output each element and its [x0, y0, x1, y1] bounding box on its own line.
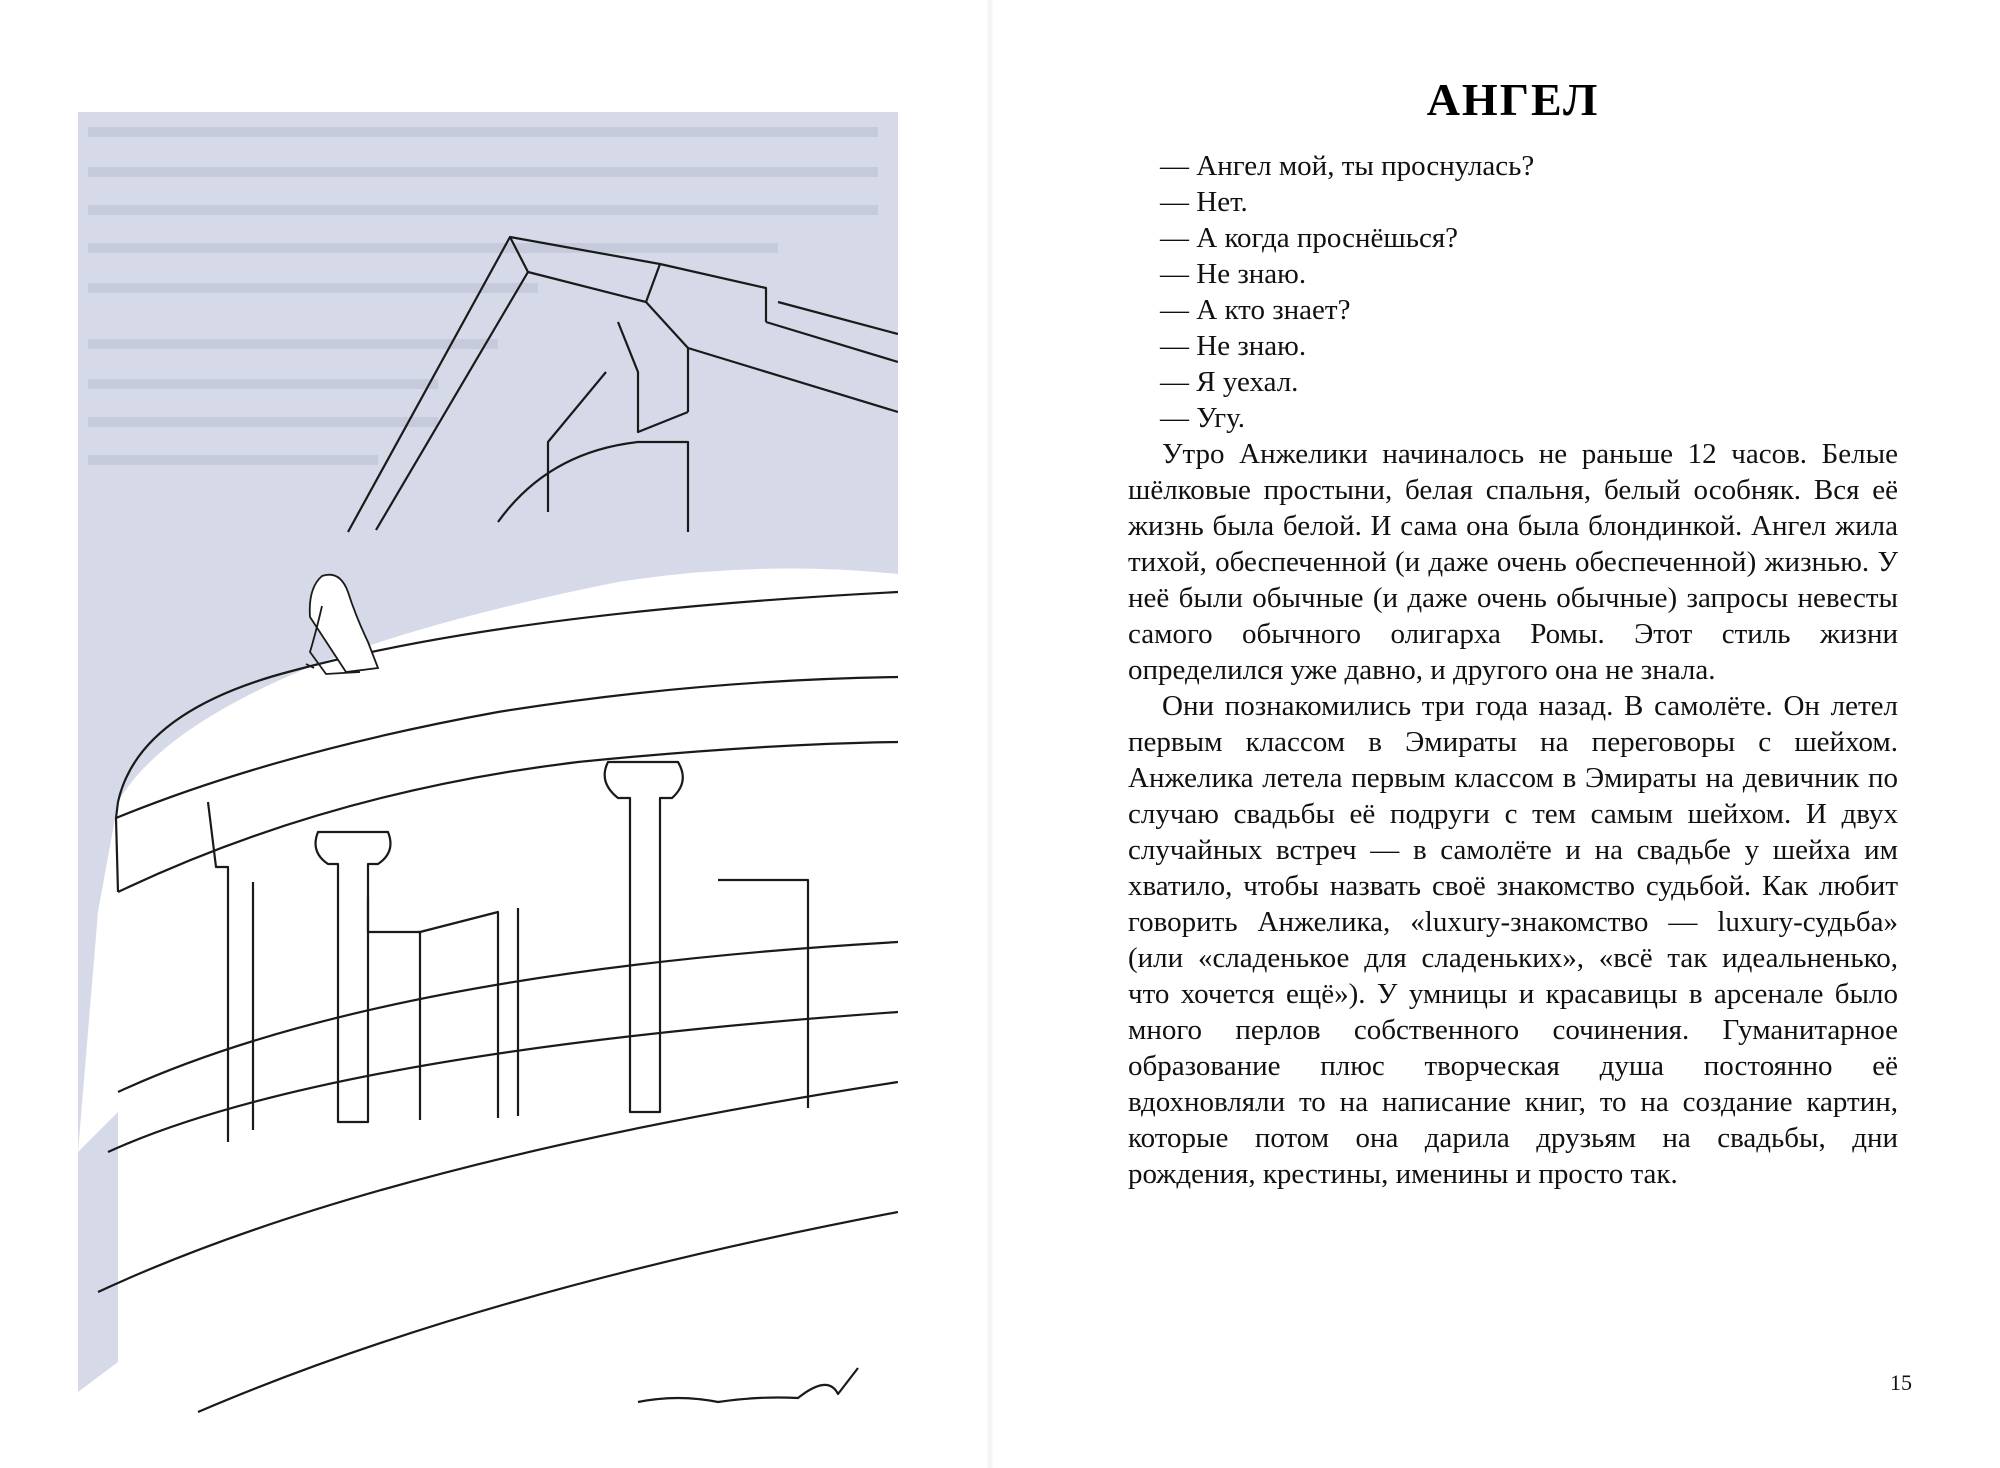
- dialogue-line: — А когда проснёшься?: [1160, 221, 1459, 254]
- page-number: 15: [1890, 1370, 1912, 1395]
- dialogue-line: — А кто знает?: [1160, 293, 1351, 326]
- paragraph-morning: Утро Анжелики начиналось не раньше 12 часов. Белые шёлковые простыни, белая спальня, белый особняк. Вся её жизнь была белой. И сама она была блондинкой. Ангел жила тихой, обеспеченной (и даже очень обеспеченной) жизнью. У неё были обычные (и даже очень обычные) запросы невесты самого обычного олигарха Ромы. Этот стиль жизни определился уже давно, и другого она не знала.: [1128, 437, 1898, 686]
- dialogue-line: — Угу.: [1160, 401, 1245, 434]
- dialogue-line: — Не знаю.: [1160, 329, 1307, 362]
- dialogue-line: — Ангел мой, ты проснулась?: [1160, 149, 1535, 182]
- chapter-title: АНГЕЛ: [1426, 74, 1600, 125]
- paragraph-meeting: Они познакомились три года назад. В самолёте. Он летел первым классом в Эмираты на переговоры с шейхом. Анжелика летела первым классом в Эмираты на девичник по случаю свадьбы её подруги с тем самым шейхом. И двух случайных встреч — в самолёте и на свадьбе у шейха им хватило, чтобы назвать своё знакомство судьбой. Как любит говорить Анжелика, «luxury-знакомство — luxury-судьба» (или «сладенькое для сладеньких», «всё так идеальненько, что хочется ещё»). У умницы и красавицы в арсенале было много перлов собственного сочинения. Гуманитарное образование плюс творческая душа постоянно её вдохновляли то на написание книг, то на создание картин, которые потом она дарила друзьям на свадьбы, дни рождения, крестины, именины и просто так.: [1128, 689, 1898, 1190]
- dialogue-line: — Я уехал.: [1160, 365, 1299, 398]
- colonnade-illustration: [78, 112, 898, 1452]
- illustration: [78, 112, 898, 1452]
- book-gutter: [986, 0, 994, 1468]
- dialogue-line: — Не знаю.: [1160, 257, 1307, 290]
- dialogue-block: [1128, 148, 1898, 436]
- text-page: [1128, 70, 1898, 1192]
- dialogue-line: — Нет.: [1160, 185, 1248, 218]
- illustration-background-lower: [78, 1112, 118, 1392]
